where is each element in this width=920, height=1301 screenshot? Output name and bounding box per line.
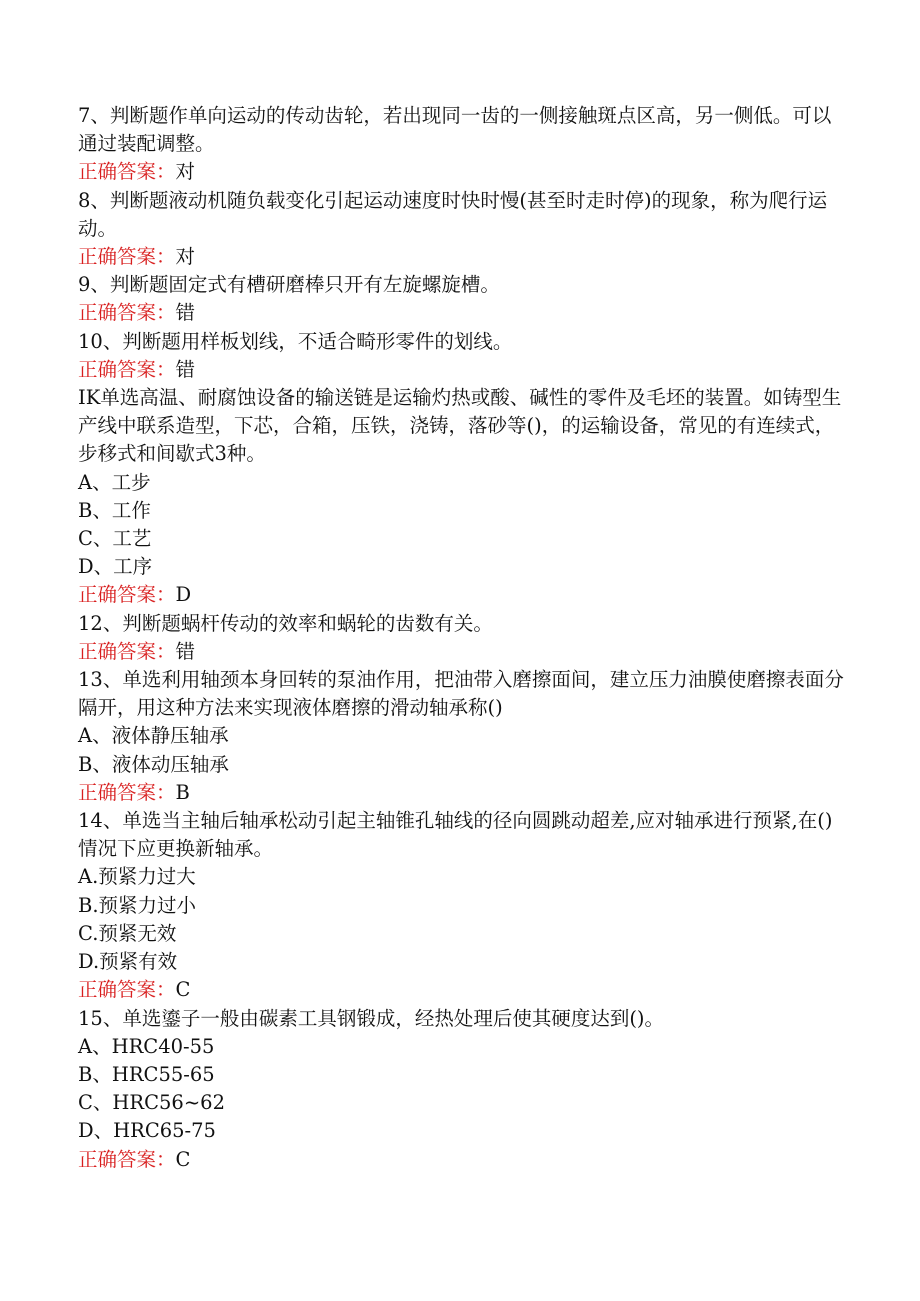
answer-label: 正确答案： — [78, 978, 176, 1002]
option-b: B、工作 — [78, 498, 151, 522]
answer-label: 正确答案： — [78, 160, 176, 184]
answer-label: 正确答案： — [78, 1147, 176, 1171]
document-page — [78, 102, 848, 1174]
question-text: 7、判断题作单向运动的传动齿轮，若出现同一齿的一侧接触斑点区高，另一侧低。可以通过装配调整。 — [78, 104, 832, 156]
question-block — [78, 1005, 848, 1174]
answer-value: 错 — [175, 301, 196, 325]
answer-label: 正确答案： — [78, 357, 176, 381]
option-b: B、液体动压轴承 — [78, 752, 229, 776]
answer-value: 错 — [175, 357, 196, 381]
question-block — [78, 328, 848, 384]
answer-value: C — [175, 978, 191, 1002]
option-a: A、HRC40-55 — [78, 1034, 215, 1058]
question-text: 9、判断题固定式有槽研磨棒只开有左旋螺旋槽。 — [78, 273, 500, 297]
question-text: IK单选高温、耐腐蚀设备的输送链是运输灼热或酸、碱性的零件及毛坯的装置。如铸型生产线中联系造型，下芯，合箱，压铁，浇铸，落砂等()，的运输设备，常见的有连续式，步移式和间歇式3种。 — [78, 386, 842, 466]
option-d: D、HRC65-75 — [78, 1119, 216, 1143]
answer-value: B — [175, 780, 190, 804]
correct-answer — [78, 976, 848, 1004]
option-a: A、液体静压轴承 — [78, 724, 229, 748]
option-a: A.预紧力过大 — [78, 865, 196, 889]
question-block — [78, 666, 848, 807]
question-block — [78, 102, 848, 187]
answer-value: 错 — [175, 639, 196, 663]
answer-label: 正确答案： — [78, 245, 176, 269]
option-b: B.预紧力过小 — [78, 893, 197, 917]
answer-label: 正确答案： — [78, 780, 176, 804]
correct-answer — [78, 299, 848, 327]
question-block — [78, 187, 848, 272]
correct-answer — [78, 581, 848, 609]
answer-value: 对 — [175, 245, 196, 269]
correct-answer — [78, 779, 848, 807]
correct-answer — [78, 638, 848, 666]
option-a: A、工步 — [78, 470, 151, 494]
correct-answer — [78, 243, 848, 271]
question-text: 14、单选当主轴后轴承松动引起主轴锥孔轴线的径向圆跳动超差,应对轴承进行预紧,在()情况下应更换新轴承。 — [78, 809, 833, 861]
answer-value: D — [175, 583, 192, 607]
question-text: 15、单选鎏子一般由碳素工具钢锻成，经热处理后使其硬度达到()。 — [78, 1006, 665, 1030]
question-text: 8、判断题液动机随负载变化引起运动速度时快时慢(甚至时走时停)的现象，称为爬行运动。 — [78, 188, 828, 240]
answer-value: 对 — [175, 160, 196, 184]
question-text: 13、单选利用轴颈本身回转的泵油作用，把油带入磨擦面间，建立压力油膜使磨擦表面分隔开，用这种方法来实现液体磨擦的滑动轴承称() — [78, 668, 844, 720]
question-block — [78, 610, 848, 666]
correct-answer — [78, 356, 848, 384]
correct-answer — [78, 1146, 848, 1174]
question-text: 10、判断题用样板划线，不适合畸形零件的划线。 — [78, 329, 513, 353]
answer-label: 正确答案： — [78, 583, 176, 607]
option-c: C.预紧无效 — [78, 921, 177, 945]
option-b: B、HRC55-65 — [78, 1062, 215, 1086]
answer-value: C — [175, 1147, 191, 1171]
correct-answer — [78, 158, 848, 186]
option-c: C、HRC56~62 — [78, 1091, 225, 1115]
option-c: C、工艺 — [78, 527, 152, 551]
question-block — [78, 271, 848, 327]
question-text: 12、判断题蜗杆传动的效率和蜗轮的齿数有关。 — [78, 611, 493, 635]
option-d: D、工序 — [78, 555, 153, 579]
option-d: D.预紧有效 — [78, 950, 178, 974]
question-block — [78, 384, 848, 610]
answer-label: 正确答案： — [78, 639, 176, 663]
question-block — [78, 807, 848, 1004]
answer-label: 正确答案： — [78, 301, 176, 325]
